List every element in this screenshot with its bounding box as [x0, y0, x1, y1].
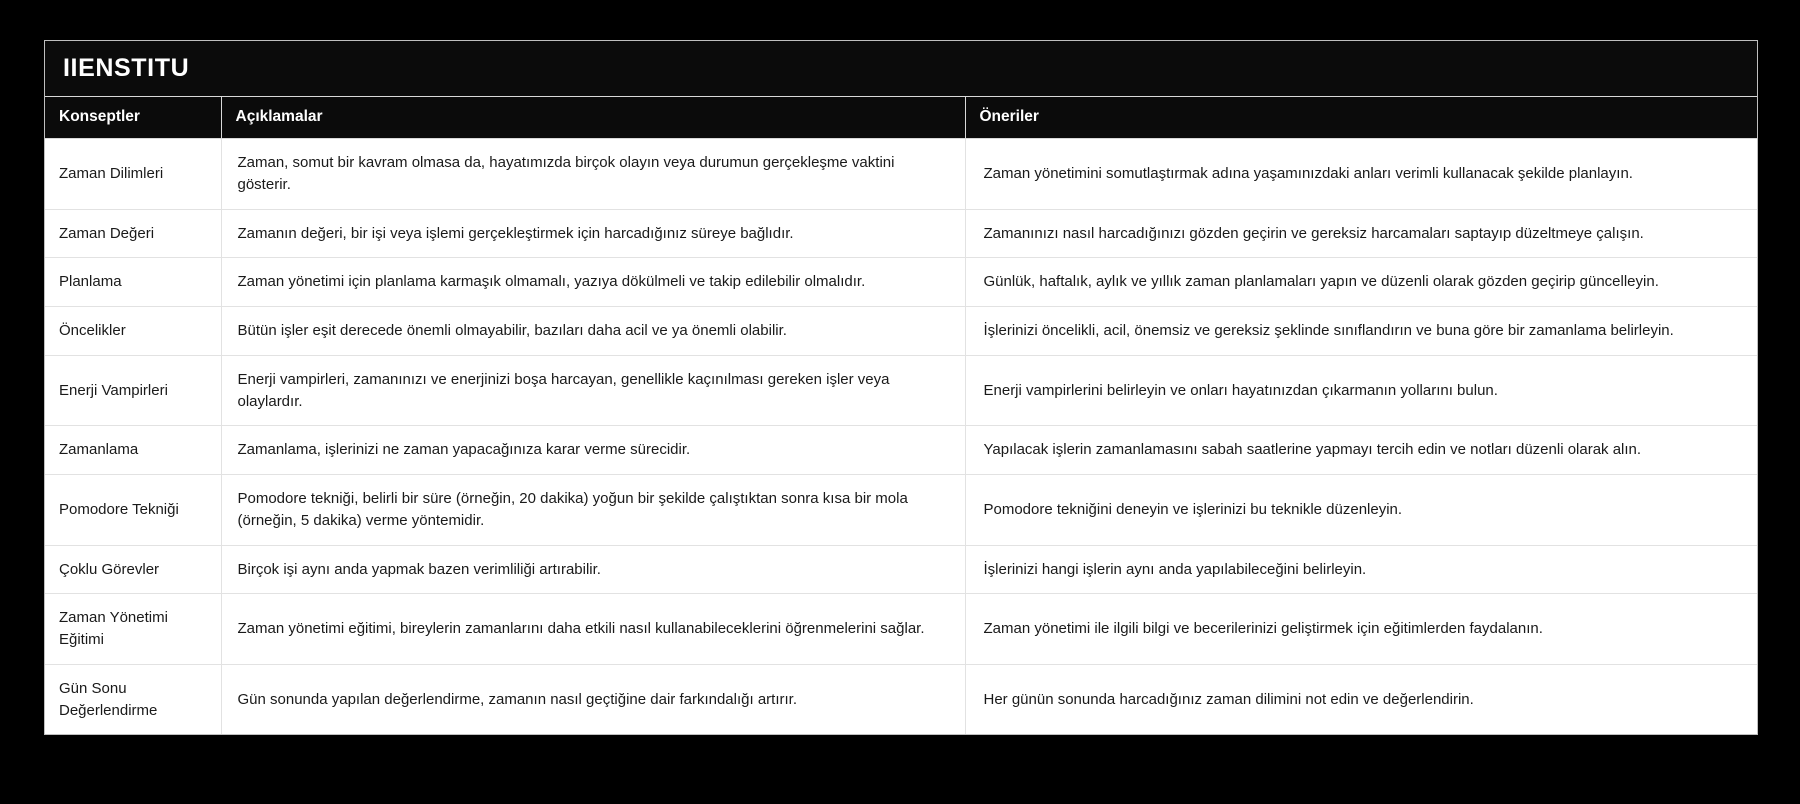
cell-aciklama: Birçok işi aynı anda yapmak bazen verimliliği artırabilir.	[221, 545, 965, 594]
cell-oneri: Yapılacak işlerin zamanlamasını sabah saatlerine yapmayı tercih edin ve notları düzenli olarak alın.	[965, 426, 1757, 475]
column-header-oneriler: Öneriler	[965, 97, 1757, 139]
table-frame	[44, 40, 1758, 735]
table-head	[45, 97, 1757, 139]
cell-aciklama: Zaman, somut bir kavram olmasa da, hayatımızda birçok olayın veya durumun gerçekleşme vaktini gösterir.	[221, 139, 965, 210]
table-row	[45, 258, 1757, 307]
column-header-konseptler: Konseptler	[45, 97, 221, 139]
table-row	[45, 475, 1757, 546]
column-header-aciklamalar: Açıklamalar	[221, 97, 965, 139]
table-row	[45, 594, 1757, 665]
table-row	[45, 139, 1757, 210]
cell-aciklama: Enerji vampirleri, zamanınızı ve enerjinizi boşa harcayan, genellikle kaçınılması gereken işler veya olaylardır.	[221, 355, 965, 426]
cell-konsept: Planlama	[45, 258, 221, 307]
table-row	[45, 209, 1757, 258]
cell-aciklama: Gün sonunda yapılan değerlendirme, zamanın nasıl geçtiğine dair farkındalığı artırır.	[221, 664, 965, 734]
cell-aciklama: Zamanın değeri, bir işi veya işlemi gerçekleştirmek için harcadığınız süreye bağlıdır.	[221, 209, 965, 258]
cell-oneri: Günlük, haftalık, aylık ve yıllık zaman planlamaları yapın ve düzenli olarak gözden geçirip güncelleyin.	[965, 258, 1757, 307]
cell-konsept: Zamanlama	[45, 426, 221, 475]
cell-oneri: Zaman yönetimini somutlaştırmak adına yaşamınızdaki anları verimli kullanacak şekilde planlayın.	[965, 139, 1757, 210]
cell-konsept: Çoklu Görevler	[45, 545, 221, 594]
table-row	[45, 307, 1757, 356]
table-row	[45, 355, 1757, 426]
table-body	[45, 139, 1757, 735]
cell-aciklama: Zaman yönetimi için planlama karmaşık olmamalı, yazıya dökülmeli ve takip edilebilir olmalıdır.	[221, 258, 965, 307]
table-row	[45, 664, 1757, 734]
cell-konsept: Zaman Değeri	[45, 209, 221, 258]
cell-oneri: Zamanınızı nasıl harcadığınızı gözden geçirin ve gereksiz harcamaları saptayıp düzeltmeye çalışın.	[965, 209, 1757, 258]
cell-aciklama: Pomodore tekniği, belirli bir süre (örneğin, 20 dakika) yoğun bir şekilde çalıştıktan sonra kısa bir mola (örneğin, 5 dakika) verme yöntemidir.	[221, 475, 965, 546]
cell-oneri: İşlerinizi öncelikli, acil, önemsiz ve gereksiz şeklinde sınıflandırın ve buna göre bir zamanlama belirleyin.	[965, 307, 1757, 356]
cell-konsept: Zaman Yönetimi Eğitimi	[45, 594, 221, 665]
cell-oneri: Her günün sonunda harcadığınız zaman dilimini not edin ve değerlendirin.	[965, 664, 1757, 734]
cell-oneri: Pomodore tekniğini deneyin ve işlerinizi bu teknikle düzenleyin.	[965, 475, 1757, 546]
cell-konsept: Öncelikler	[45, 307, 221, 356]
table-row	[45, 545, 1757, 594]
cell-aciklama: Zaman yönetimi eğitimi, bireylerin zamanlarını daha etkili nasıl kullanabileceklerini öğrenmelerini sağlar.	[221, 594, 965, 665]
cell-oneri: Enerji vampirlerini belirleyin ve onları hayatınızdan çıkarmanın yollarını bulun.	[965, 355, 1757, 426]
brand-bar	[45, 41, 1757, 97]
brand-title: IIENSTITU	[63, 54, 190, 82]
cell-aciklama: Bütün işler eşit derecede önemli olmayabilir, bazıları daha acil ve ya önemli olabilir.	[221, 307, 965, 356]
cell-konsept: Zaman Dilimleri	[45, 139, 221, 210]
cell-aciklama: Zamanlama, işlerinizi ne zaman yapacağınıza karar verme sürecidir.	[221, 426, 965, 475]
cell-oneri: İşlerinizi hangi işlerin aynı anda yapılabileceğini belirleyin.	[965, 545, 1757, 594]
table-row	[45, 426, 1757, 475]
cell-konsept: Pomodore Tekniği	[45, 475, 221, 546]
cell-konsept: Gün Sonu Değerlendirme	[45, 664, 221, 734]
cell-konsept: Enerji Vampirleri	[45, 355, 221, 426]
table-header-row	[45, 97, 1757, 139]
time-management-table	[45, 97, 1757, 734]
cell-oneri: Zaman yönetimi ile ilgili bilgi ve becerilerinizi geliştirmek için eğitimlerden faydalanın.	[965, 594, 1757, 665]
